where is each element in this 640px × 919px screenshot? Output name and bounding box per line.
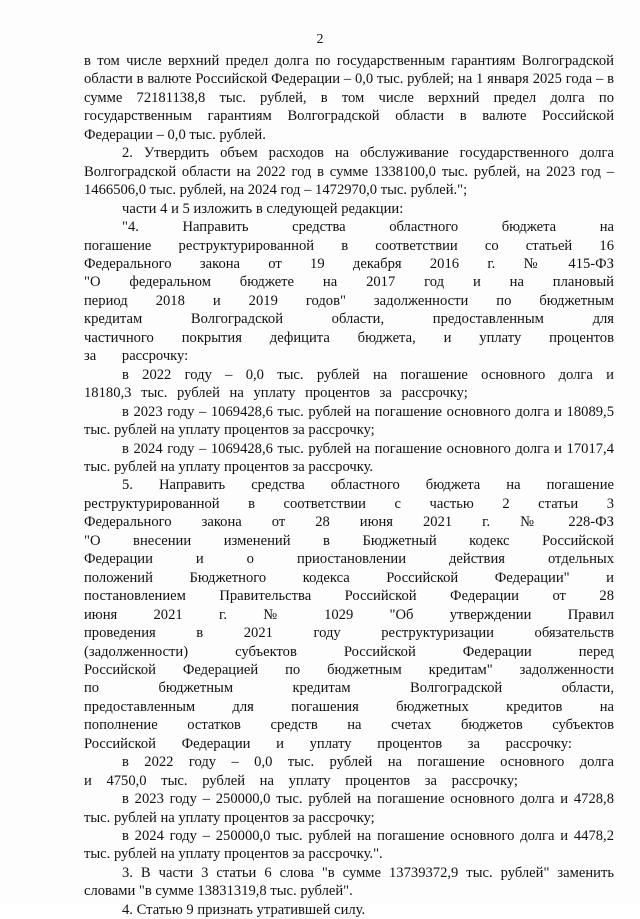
paragraph-item-3: 3. В части 3 статьи 6 слова "в сумме 13739372,9 тыс. рублей" заменить словами "в сумме 13831319,8 тыс. рублей". (84, 864, 614, 900)
paragraph-part-4-year-2024: в 2024 году – 1069428,6 тыс. рублей на погашение основного долга и 17017,4 тыс. рублей на уплату процентов за рассрочку. (84, 440, 614, 475)
paragraph-parts-4-5-intro: части 4 и 5 изложить в следующей редакции: (122, 200, 404, 217)
paragraph-debt-limit-continuation: в том числе верхний предел долга по государственным гарантиям Волгоградской области в валюте Российской Федерации – 0,0 тыс. рублей; на 1 января 2025 года – в сумме 72181138,8 тыс. рублей, в том числе верхний предел долга по государственным гарантиям Волгоградской области в валюте Российской Федерации – 0,0 тыс. рублей. (84, 53, 614, 143)
paragraph-part-4-year-2022: в 2022 году – 0,0 тыс. рублей на погашение основного долга и 18180,3 тыс. рублей на уплату процентов за рассрочку; (84, 366, 614, 402)
document-body (84, 52, 614, 919)
paragraph-part-5-year-2022: в 2022 году – 0,0 тыс. рублей на погашение основного долга и 4750,0 тыс. рублей на уплату процентов за рассрочку; (84, 754, 614, 789)
page-number: 2 (316, 32, 324, 47)
paragraph-part-4: "4. Направить средства областного бюджета на погашение реструктурированной в соответствии со статьей 16 Федерального закона от 19 декабря 2016 г. № 415-ФЗ "О федеральном бюджете на 2017 год и на плановый период 2018 и 2019 годов" задолженности по бюджетным кредитам Волгоградской области, предоставленным для частичного покрытия дефицита бюджета, и уплату процентов за рассрочку: (84, 219, 614, 365)
paragraph-item-4: 4. Статью 9 признать утратившей силу. (122, 901, 366, 918)
paragraph-part-5-year-2023: в 2023 году – 250000,0 тыс. рублей на погашение основного долга и 4728,8 тыс. рублей на уплату процентов за рассрочку; (84, 791, 614, 826)
paragraph-part-5-year-2024: в 2024 году – 250000,0 тыс. рублей на погашение основного долга и 4478,2 тыс. рублей на уплату процентов за рассрочку.". (84, 828, 614, 863)
paragraph-part-5: 5. Направить средства областного бюджета на погашение реструктурированной в соответствии с частью 2 статьи 3 Федерального закона от 28 июня 2021 г. № 228-ФЗ "О внесении изменений в Бюджетный кодекс Российской Федерации и о приостановлении действия отдельных положений Бюджетного кодекса Российской Федерации" и постановлением Правительства Российской Федерации от 28 июня 2021 г. № 1029 "Об утверждении Правил проведения в 2021 году реструктуризации обязательств (задолженности) субъектов Российской Федерации перед Российской Федерацией по бюджетным кредитам" задолженности по бюджетным кредитам Волгоградской области, предоставленным для погашения бюджетных кредитов на пополнение остатков средств на счетах бюджетов субъектов Российской Федерации и уплату процентов за рассрочку: (84, 477, 614, 752)
paragraph-item-2: 2. Утвердить объем расходов на обслуживание государственного долга Волгоградской области на 2022 год в сумме 1338100,0 тыс. рублей, на 2023 год – 1466506,0 тыс. рублей, на 2024 год – 1472970,0 тыс. рублей."; (84, 145, 614, 199)
paragraph-part-4-year-2023: в 2023 году – 1069428,6 тыс. рублей на погашение основного долга и 18089,5 тыс. рублей на уплату процентов за рассрочку; (84, 403, 614, 439)
